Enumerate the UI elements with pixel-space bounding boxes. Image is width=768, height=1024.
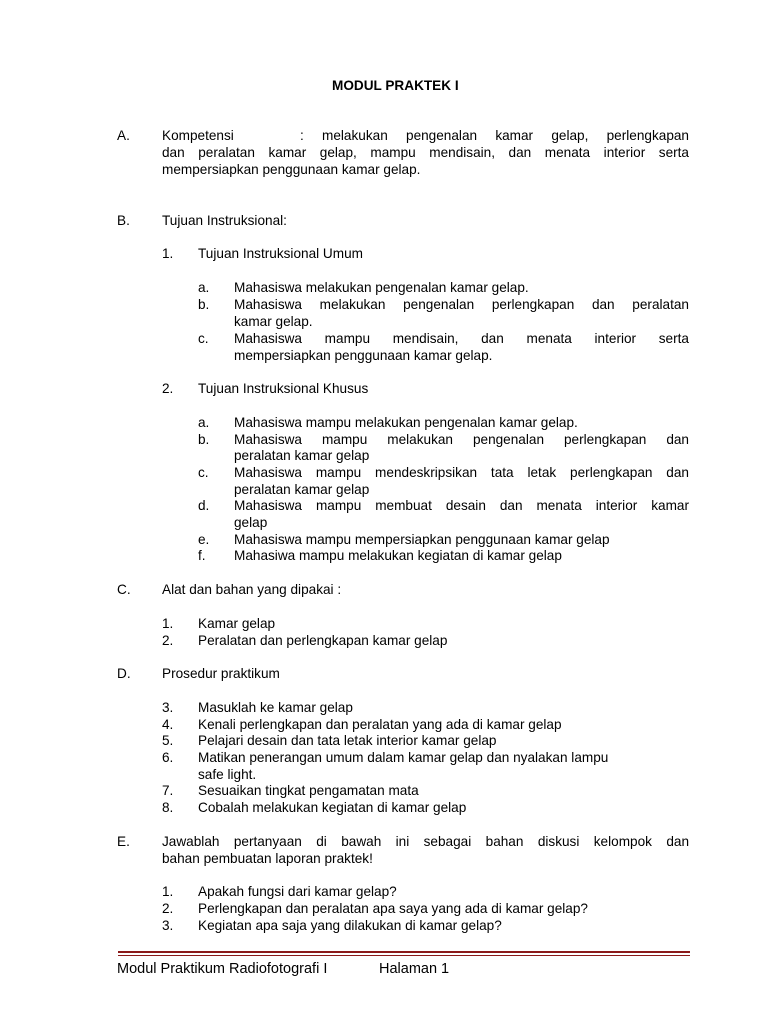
list-item: Mahasiswa mampu mempersiapkan penggunaan kamar gelap	[234, 532, 610, 547]
list-number: 8.	[162, 800, 174, 815]
section-a-text-line: mempersiapkan penggunaan kamar gelap.	[162, 162, 421, 177]
list-item: Mahasiswa mampu mendeskripsikan tata letak perlengkapan dan	[234, 465, 689, 480]
section-letter: B.	[117, 213, 130, 228]
list-item: Pelajari desain dan tata letak interior kamar gelap	[198, 733, 497, 748]
list-number: 7.	[162, 783, 174, 798]
list-number: 4.	[162, 717, 174, 732]
list-marker: a.	[198, 415, 210, 430]
list-number: 3.	[162, 700, 174, 715]
list-marker: c.	[198, 331, 209, 346]
list-item: Mahasiswa mampu melakukan pengenalan kamar gelap.	[234, 415, 578, 430]
list-marker: b.	[198, 432, 210, 447]
list-item-continuation: kamar gelap.	[234, 314, 313, 329]
list-number: 6.	[162, 750, 174, 765]
list-marker: a.	[198, 280, 210, 295]
footer-rule-thick	[118, 951, 690, 953]
list-marker: f.	[198, 548, 206, 563]
list-item-continuation: peralatan kamar gelap	[234, 448, 370, 463]
list-item: Mahasiswa melakukan pengenalan perlengkapan dan peralatan	[234, 297, 689, 312]
list-marker: b.	[198, 297, 210, 312]
footer-rule-thin	[118, 955, 690, 956]
list-number: 2.	[162, 901, 174, 916]
list-marker: d.	[198, 498, 210, 513]
list-item: Kenali perlengkapan dan peralatan yang ada di kamar gelap	[198, 717, 562, 732]
list-item: Perlengkapan dan peralatan apa saya yang ada di kamar gelap?	[198, 901, 588, 916]
list-item: Cobalah melakukan kegiatan di kamar gelap	[198, 800, 467, 815]
list-item: Mahasiwa mampu melakukan kegiatan di kamar gelap	[234, 548, 562, 563]
list-item-continuation: safe light.	[198, 767, 257, 782]
list-number: 5.	[162, 733, 174, 748]
list-item: Peralatan dan perlengkapan kamar gelap	[198, 633, 448, 648]
list-number: 1.	[162, 884, 174, 899]
section-a-text-line: dan peralatan kamar gelap, mampu mendisain, dan menata interior serta	[162, 145, 689, 160]
section-heading: Alat dan bahan yang dipakai :	[162, 582, 342, 597]
footer-page-number: Halaman 1	[379, 961, 450, 977]
section-heading: Prosedur praktikum	[162, 666, 280, 681]
list-item-continuation: peralatan kamar gelap	[234, 482, 370, 497]
list-item: Sesuaikan tingkat pengamatan mata	[198, 783, 419, 798]
list-marker: e.	[198, 532, 210, 547]
section-e-text-line: bahan pembuatan laporan praktek!	[162, 851, 373, 866]
list-number: 1.	[162, 616, 174, 631]
list-item: Masuklah ke kamar gelap	[198, 700, 353, 715]
list-item: Kegiatan apa saja yang dilakukan di kamar gelap?	[198, 918, 502, 933]
list-marker: c.	[198, 465, 209, 480]
list-item: Mahasiswa mampu mendisain, dan menata interior serta	[234, 331, 689, 346]
page-title: MODUL PRAKTEK I	[332, 78, 459, 93]
list-item: Kamar gelap	[198, 616, 276, 631]
section-a-text-line: : melakukan pengenalan kamar gelap, perlengkapan	[300, 128, 689, 143]
subsection-number: 2.	[162, 381, 174, 396]
section-e-text-line: Jawablah pertanyaan di bawah ini sebagai bahan diskusi kelompok dan	[162, 834, 689, 849]
list-item: Mahasiswa mampu membuat desain dan menata interior kamar	[234, 498, 689, 513]
footer-module-name: Modul Praktikum Radiofotografi I	[117, 961, 328, 977]
list-item: Apakah fungsi dari kamar gelap?	[198, 884, 397, 899]
subsection-number: 1.	[162, 246, 174, 261]
list-item-continuation: mempersiapkan penggunaan kamar gelap.	[234, 348, 493, 363]
section-letter: E.	[117, 834, 130, 849]
list-number: 2.	[162, 633, 174, 648]
section-a-label: Kompetensi	[162, 128, 234, 143]
list-item-continuation: gelap	[234, 515, 268, 530]
section-letter: A.	[117, 128, 130, 143]
list-number: 3.	[162, 918, 174, 933]
subsection-heading: Tujuan Instruksional Khusus	[198, 381, 369, 396]
list-item: Mahasiswa mampu melakukan pengenalan perlengkapan dan	[234, 432, 689, 447]
list-item: Mahasiswa melakukan pengenalan kamar gelap.	[234, 280, 529, 295]
subsection-heading: Tujuan Instruksional Umum	[198, 246, 363, 261]
section-letter: C.	[117, 582, 131, 597]
list-item: Matikan penerangan umum dalam kamar gelap dan nyalakan lampu	[198, 750, 609, 765]
section-heading: Tujuan Instruksional:	[162, 213, 287, 228]
section-letter: D.	[117, 666, 131, 681]
